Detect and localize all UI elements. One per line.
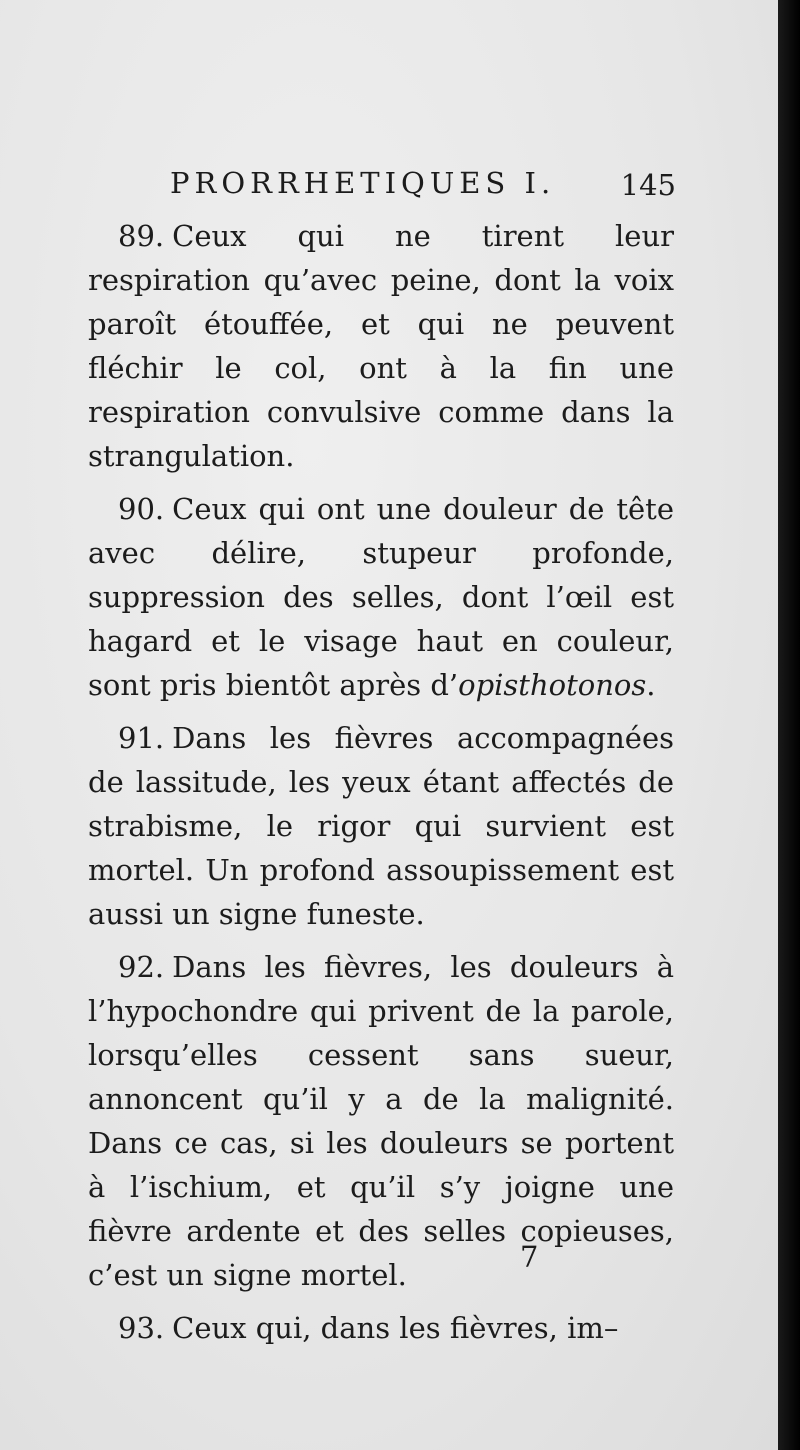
paragraph-91	[88, 716, 674, 936]
paragraph-number: 90.	[118, 492, 165, 526]
page-header	[170, 166, 680, 206]
paragraph-italic-term: opisthotonos	[458, 668, 647, 702]
signature-mark: 7	[520, 1240, 539, 1274]
page-number: 145	[620, 168, 676, 202]
running-head: PRORRHETIQUES I.	[170, 166, 556, 200]
paragraph-92	[88, 945, 674, 1297]
paragraph-text: Ceux qui ne tirent leur respiration qu’avec peine, dont la voix paroît étouffée, et qui ne peuvent fléchir le col, ont à la fin une respiration convulsive comme dans la strangulation.	[88, 219, 674, 473]
page-body	[88, 214, 674, 1359]
paragraph-number: 91.	[118, 721, 165, 755]
paragraph-number: 93.	[118, 1311, 165, 1345]
paragraph-number: 89.	[118, 219, 165, 253]
paragraph-93	[88, 1306, 674, 1350]
paragraph-number: 92.	[118, 950, 165, 984]
paragraph-89	[88, 214, 674, 478]
paragraph-90	[88, 487, 674, 707]
paragraph-text: Ceux qui, dans les fièvres, im–	[172, 1311, 619, 1345]
paragraph-text-end: .	[646, 668, 656, 702]
page-edge-shadow	[778, 0, 800, 1450]
paragraph-text: Dans les fièvres accompagnées de lassitude, les yeux étant affectés de strabisme, le rigor qui survient est mortel. Un profond assoupissement est aussi un signe funeste.	[88, 721, 674, 931]
paragraph-text: Ceux qui ont une douleur de tête avec délire, stupeur profonde, suppression des selles, dont l’œil est hagard et le visage haut en couleur, sont pris bientôt après d’	[88, 492, 674, 702]
paragraph-text: Dans les fièvres, les douleurs à l’hypochondre qui privent de la parole, lorsqu’elles cessent sans sueur, annoncent qu’il y a de la malignité. Dans ce cas, si les douleurs se portent à l’ischium, et qu’il s’y joigne une fièvre ardente et des selles copieuses, c’est un signe mortel.	[88, 950, 674, 1292]
